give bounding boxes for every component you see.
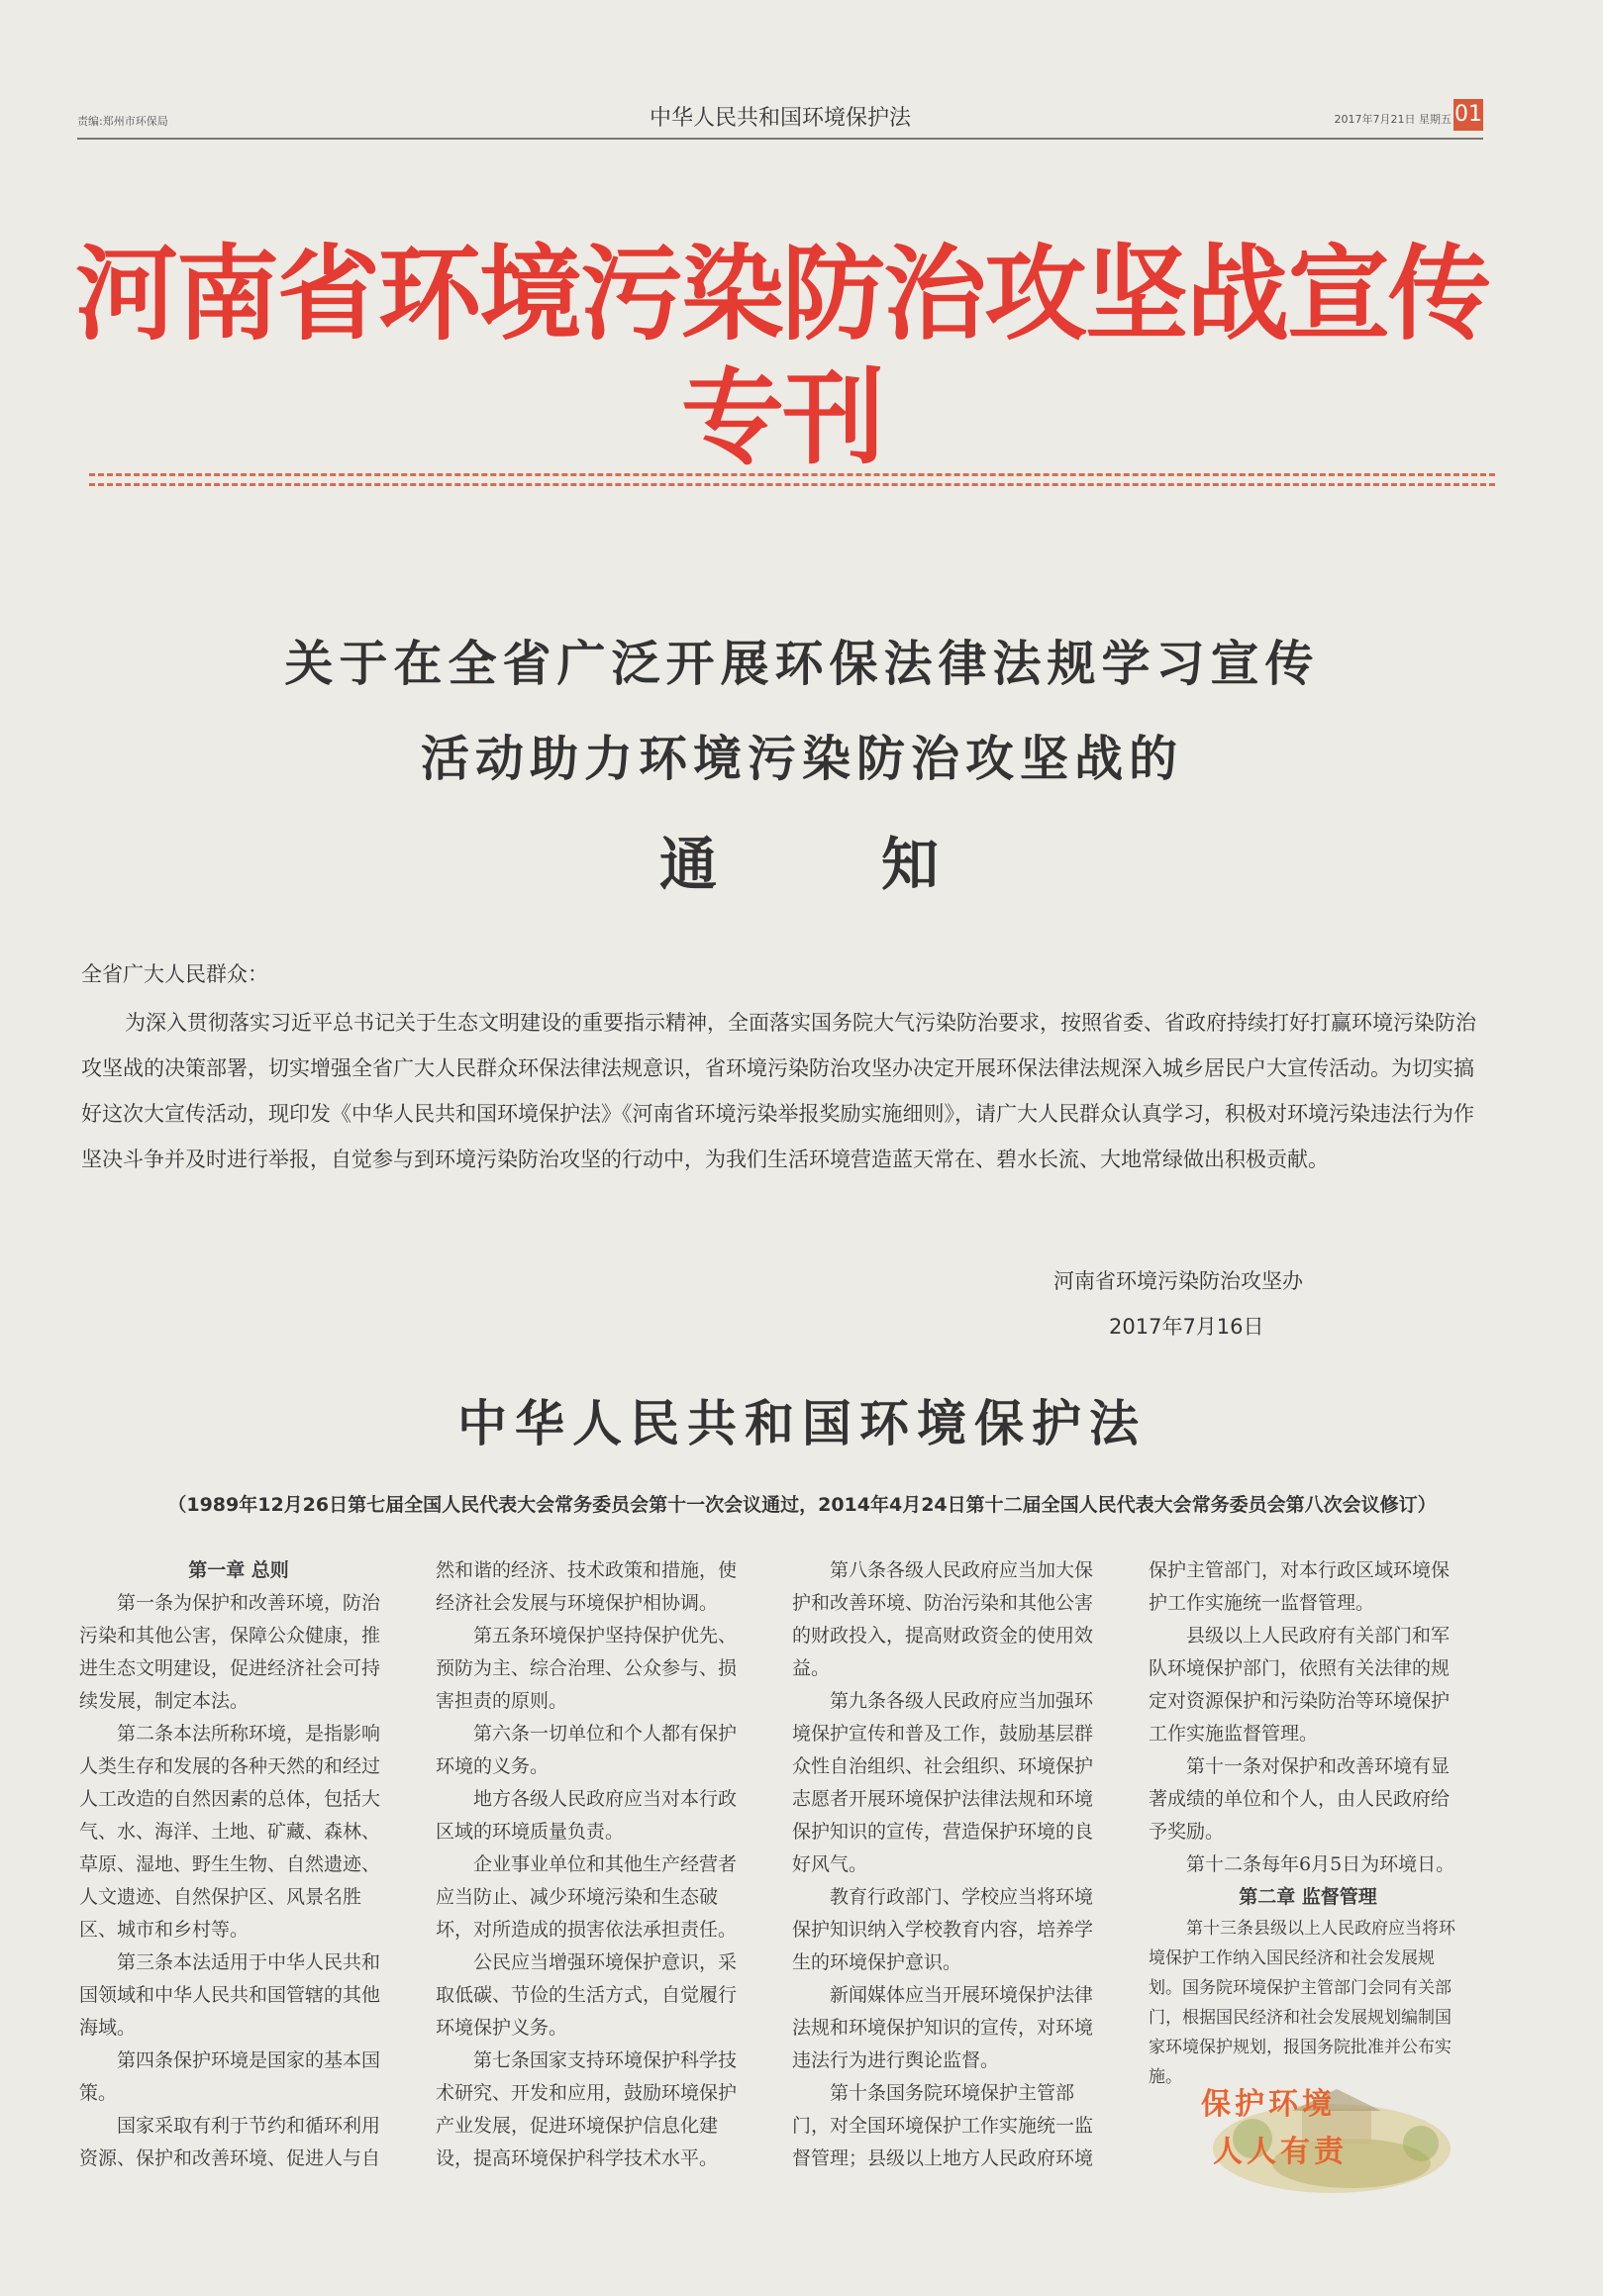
law-paragraph: 公民应当增强环境保护意识，采取低碳、节俭的生活方式，自觉履行环境保护义务。: [436, 1951, 738, 2039]
notice-body: 为深入贯彻落实习近平总书记关于生态文明建设的重要指示精神，全面落实国务院大气污染防治要求，按照省委、省政府持续打好打赢环境污染防治攻坚战的决策部署，切实增强全省广大人民群众环保法律法规意识，省环境污染防治攻坚办决定开展环保法律法规深入城乡居民户大宣传活动。为切实搞好这次大宣传活动，现印发《中华人民共和国环境保护法》《河南省环境污染举报奖励实施细则》，请广大人民群众认真学习，积极对环境污染违法行为作坚决斗争并及时进行举报，自觉参与到环境污染防治攻坚的行动中，为我们生活环境营造蓝天常在、碧水长流、大地常绿做出积极贡献。: [81, 1011, 1476, 1171]
law-column-4: [1149, 1554, 1467, 2092]
notice-signature-org: 河南省环境污染防治攻坚办: [1053, 1269, 1303, 1293]
law-paragraph: 第三条本法适用于中华人民共和国领域和中华人民共和国管辖的其他海域。: [79, 1951, 381, 2039]
environment-slogan-stamp: [1183, 2069, 1470, 2208]
law-paragraph: 第十二条每年6月5日为环境日。: [1186, 1853, 1455, 1875]
law-paragraph: 第六条一切单位和个人都有保护环境的义务。: [436, 1723, 738, 1777]
masthead-divider-top: [89, 473, 1495, 476]
law-paragraph: 第二条本法所称环境，是指影响人类生存和发展的各种天然的和经过人工改造的自然因素的总体，包括大气、水、海洋、土地、矿藏、森林、草原、湿地、野生生物、自然遗迹、人文遗迹、自然保护区、风景名胜区、城市和乡村等。: [79, 1723, 381, 1941]
notice-signature-date: 2017年7月16日: [1109, 1315, 1264, 1339]
chapter-heading: 第二章 监督管理: [1239, 1886, 1377, 1908]
notice-salutation: 全省广大人民群众：: [81, 962, 268, 986]
law-paragraph: 新闻媒体应当开展环境保护法律法规和环境保护知识的宣传，对环境违法行为进行舆论监督。: [792, 1984, 1094, 2071]
slogan-line2: 人人有责: [1213, 2135, 1348, 2169]
law-paragraph: 然和谐的经济、技术政策和措施，使经济社会发展与环境保护相协调。: [436, 1559, 738, 1614]
header-section-title: 中华人民共和国环境保护法: [649, 106, 911, 131]
law-paragraph: 第八条各级人民政府应当加大保护和改善环境、防治污染和其他公害的财政投入，提高财政资金的使用效益。: [792, 1559, 1094, 1679]
slogan-line1: 保护环境: [1201, 2087, 1336, 2122]
header-rule: [77, 138, 1483, 140]
notice-title-char2: 知: [881, 831, 946, 898]
notice-title-heading: [79, 818, 1525, 901]
header-date: 2017年7月21日 星期五: [1334, 113, 1452, 126]
notice-title-line1: 关于在全省广泛开展环保法律法规学习宣传: [284, 636, 1320, 692]
law-paragraph: 第五条环境保护坚持保护优先、预防为主、综合治理、公众参与、损害担责的原则。: [436, 1625, 738, 1712]
law-paragraph: 县级以上人民政府有关部门和军队环境保护部门，依照有关法律的规定对资源保护和污染防治等环境保护工作实施监督管理。: [1149, 1625, 1451, 1745]
law-paragraph: 保护主管部门，对本行政区域环境保护工作实施统一监督管理。: [1149, 1559, 1451, 1614]
masthead-title: 河南省环境污染防治攻坚战宣传专刊: [74, 233, 1489, 478]
law-paragraph: 第四条保护环境是国家的基本国策。: [79, 2049, 381, 2104]
law-paragraph: 第七条国家支持环境保护科学技术研究、开发和应用，鼓励环境保护产业发展，促进环境保护信息化建设，提高环境保护科学技术水平。: [436, 2049, 738, 2169]
law-paragraph: 第一条为保护和改善环境，防治污染和其他公害，保障公众健康，推进生态文明建设，促进经济社会可持续发展，制定本法。: [79, 1592, 381, 1712]
page-number-badge: 01: [1453, 99, 1483, 131]
law-paragraph: 教育行政部门、学校应当将环境保护知识纳入学校教育内容，培养学生的环境保护意识。: [792, 1886, 1094, 1973]
law-paragraph: 国家采取有利于节约和循环利用资源、保护和改善环境、促进人与自: [79, 2115, 381, 2169]
notice-title-char1: 通: [658, 831, 723, 898]
law-column-2: [436, 1554, 754, 2175]
law-column-3: [792, 1554, 1111, 2175]
page-header: [77, 99, 1483, 135]
header-editor: 责编:郑州市环保局: [77, 115, 168, 128]
law-paragraph: 第十条国务院环境保护主管部门，对全国环境保护工作实施统一监督管理；县级以上地方人民政府环境: [792, 2082, 1094, 2169]
law-paragraph: 地方各级人民政府应当对本行政区域的环境质量负责。: [436, 1788, 738, 1843]
law-title: 中华人民共和国环境保护法: [457, 1395, 1147, 1452]
law-adoption-note: （1989年12月26日第七届全国人民代表大会常务委员会第十一次会议通过，2014年4月24日第十二届全国人民代表大会常务委员会第八次会议修订）: [167, 1494, 1437, 1516]
law-paragraph: 第十一条对保护和改善环境有显著成绩的单位和个人，由人民政府给予奖励。: [1149, 1755, 1451, 1843]
law-paragraph: 第九条各级人民政府应当加强环境保护宣传和普及工作，鼓励基层群众性自治组织、社会组织、环境保护志愿者开展环境保护法律法规和环境保护知识的宣传，营造保护环境的良好风气。: [792, 1690, 1094, 1875]
chapter-heading: 第一章 总则: [188, 1559, 289, 1581]
law-paragraph: 第十三条县级以上人民政府应当将环境保护工作纳入国民经济和社会发展规划。国务院环境保护主管部门会同有关部门，根据国民经济和社会发展规划编制国家环境保护规划，报国务院批准并公布实施。: [1149, 1919, 1455, 2087]
law-paragraph: 企业事业单位和其他生产经营者应当防止、减少环境污染和生态破坏，对所造成的损害依法承担责任。: [436, 1853, 738, 1941]
notice-title-line2: 活动助力环境污染防治攻坚战的: [420, 731, 1183, 787]
law-column-1: [79, 1554, 398, 2175]
masthead-divider-bottom: [89, 483, 1495, 486]
